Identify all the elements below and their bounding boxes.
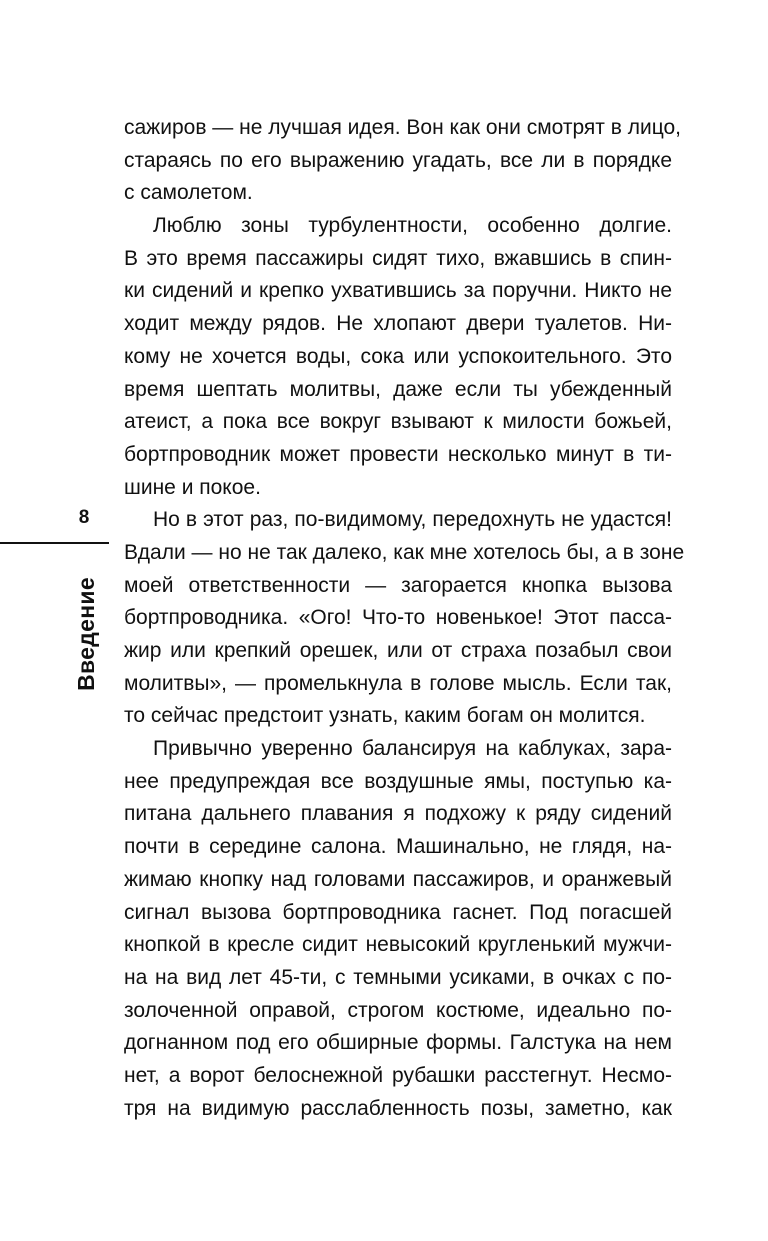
text-line: Люблю зоны турбулентности, особенно долгие. xyxy=(153,214,672,238)
text-line: время шептать молитвы, даже если ты убежденный xyxy=(124,377,672,401)
text-line: шине и покое. xyxy=(124,475,261,499)
text-line: золоченной оправой, строгом костюме, идеально по- xyxy=(124,998,672,1022)
text-line: молитвы», — промелькнула в голове мысль. Если так, xyxy=(124,671,672,695)
paragraph xyxy=(124,733,672,1125)
text-line: кнопкой в кресле сидит невысокий кругленький мужчи- xyxy=(124,933,672,957)
text-line: догнанном под его обширные формы. Галстука на нем xyxy=(124,1031,672,1055)
text-line: стараясь по его выражению угадать, все ли в порядке xyxy=(124,148,672,172)
text-line: нет, а ворот белоснежной рубашки расстегнут. Несмо- xyxy=(124,1063,672,1087)
text-line: то сейчас предстоит узнать, каким богам он молится. xyxy=(124,704,646,728)
text-line: жир или крепкий орешек, или от страха позабыл свои xyxy=(124,639,672,662)
text-line: моей ответственности — загорается кнопка вызова xyxy=(124,573,672,597)
text-line: бортпроводник может провести несколько минут в ти- xyxy=(124,442,672,466)
text-line: Привычно уверенно балансируя на каблуках, зара- xyxy=(153,737,672,761)
text-line: почти в середине салона. Машинально, не глядя, на- xyxy=(124,835,672,859)
paragraph xyxy=(124,504,685,733)
text-line: В это время пассажиры сидят тихо, вжавшись в спин- xyxy=(124,246,672,270)
section-divider-rule xyxy=(0,542,109,544)
body-text xyxy=(124,112,685,1125)
text-line: кому не хочется воды, сока или успокоительного. Это xyxy=(124,344,672,368)
paragraph xyxy=(124,112,682,210)
text-line: Но в этот раз, по-видимому, передохнуть не удастся! xyxy=(153,508,672,532)
text-line: сигнал вызова бортпроводника гаснет. Под погасшей xyxy=(124,900,672,924)
text-line: атеист, а пока все вокруг взывают к милости божьей, xyxy=(124,410,672,434)
text-line: нее предупреждая все воздушные ямы, поступью ка- xyxy=(124,769,672,793)
text-line: питана дальнего плавания я подхожу к ряду сидений xyxy=(124,802,672,826)
page-number: 8 xyxy=(78,507,90,528)
text-line: сажиров — не лучшая идея. Вон как они смотрят в лицо, xyxy=(124,116,682,139)
text-line: с самолетом. xyxy=(124,181,253,205)
text-line: ки сидений и крепко ухватившись за поручни. Никто не xyxy=(124,279,672,303)
paragraph xyxy=(124,210,672,504)
running-head-section-title: Введение xyxy=(73,577,99,691)
text-line: ходит между рядов. Не хлопают двери туалетов. Ни- xyxy=(124,312,672,336)
text-line: на на вид лет 45-ти, с темными усиками, в очках с по- xyxy=(124,965,672,989)
text-line: Вдали — но не так далеко, как мне хотелось бы, а в зоне xyxy=(124,540,685,564)
text-line: бортпроводника. «Ого! Что-то новенькое! Этот пасса- xyxy=(124,606,672,630)
text-line: тря на видимую расслабленность позы, заметно, как xyxy=(124,1096,672,1120)
text-line: жимаю кнопку над головами пассажиров, и оранжевый xyxy=(124,867,672,891)
